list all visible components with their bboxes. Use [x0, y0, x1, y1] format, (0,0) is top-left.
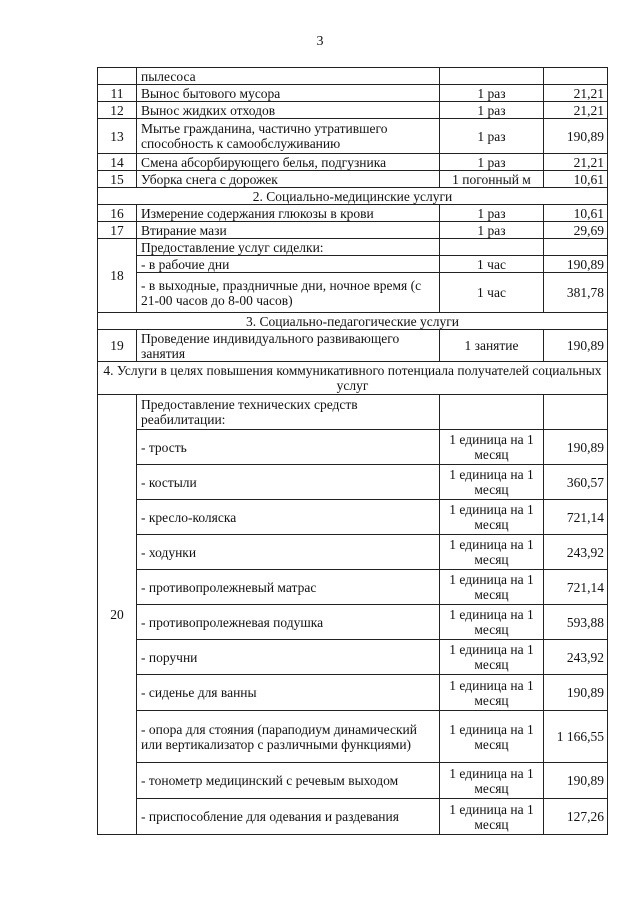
row-number: 17	[98, 222, 137, 239]
service-price: 21,21	[544, 85, 608, 102]
service-unit	[440, 68, 544, 85]
service-price: 721,14	[544, 500, 608, 535]
table-row	[98, 570, 608, 605]
service-price: 10,61	[544, 171, 608, 188]
service-price: 721,14	[544, 570, 608, 605]
service-name: - поручни	[137, 640, 440, 675]
table-row	[98, 799, 608, 835]
service-price: 127,26	[544, 799, 608, 835]
service-unit: 1 единица на 1 месяц	[440, 763, 544, 799]
service-unit: 1 единица на 1 месяц	[440, 570, 544, 605]
table-row	[98, 85, 608, 102]
service-name: - трость	[137, 430, 440, 465]
service-price: 10,61	[544, 205, 608, 222]
table-row	[98, 605, 608, 640]
service-name: Вынос бытового мусора	[137, 85, 440, 102]
service-unit: 1 раз	[440, 85, 544, 102]
service-name: - кресло-коляска	[137, 500, 440, 535]
row-number: 20	[98, 395, 137, 835]
table-row	[98, 102, 608, 119]
row-number: 14	[98, 154, 137, 171]
service-price	[544, 68, 608, 85]
section-header-row	[98, 188, 608, 205]
service-unit: 1 погонный м	[440, 171, 544, 188]
service-name: Мытье гражданина, частично утратившего способность к самообслуживанию	[137, 119, 440, 154]
page-number: 3	[316, 34, 324, 49]
service-name: Уборка снега с дорожек	[137, 171, 440, 188]
service-name: - в рабочие дни	[137, 256, 440, 273]
service-unit: 1 раз	[440, 222, 544, 239]
service-name: Вынос жидких отходов	[137, 102, 440, 119]
service-name: - опора для стояния (параподиум динамический или вертикализатор с различными функциями)	[137, 711, 440, 763]
service-unit: 1 занятие	[440, 330, 544, 362]
service-name: - тонометр медицинский с речевым выходом	[137, 763, 440, 799]
services-tariff-table	[97, 67, 608, 835]
table-row	[98, 239, 608, 256]
service-unit: 1 единица на 1 месяц	[440, 605, 544, 640]
service-unit: 1 единица на 1 месяц	[440, 535, 544, 570]
service-unit: 1 единица на 1 месяц	[440, 640, 544, 675]
service-price: 381,78	[544, 273, 608, 313]
section-title: 2. Социально-медицинские услуги	[98, 188, 608, 205]
service-name: Втирание мази	[137, 222, 440, 239]
service-unit: 1 единица на 1 месяц	[440, 465, 544, 500]
service-name: - ходунки	[137, 535, 440, 570]
section-header-row	[98, 362, 608, 395]
service-unit: 1 единица на 1 месяц	[440, 675, 544, 711]
service-price: 360,57	[544, 465, 608, 500]
row-number: 16	[98, 205, 137, 222]
table-row	[98, 640, 608, 675]
service-unit: 1 единица на 1 месяц	[440, 430, 544, 465]
row-number	[98, 68, 137, 85]
service-unit: 1 раз	[440, 154, 544, 171]
service-unit: 1 раз	[440, 102, 544, 119]
table-row	[98, 395, 608, 430]
service-unit: 1 раз	[440, 205, 544, 222]
service-name: Измерение содержания глюкозы в крови	[137, 205, 440, 222]
table-row	[98, 430, 608, 465]
service-price: 190,89	[544, 675, 608, 711]
row-number: 19	[98, 330, 137, 362]
service-price: 243,92	[544, 640, 608, 675]
table-row	[98, 68, 608, 85]
service-name: пылесоса	[137, 68, 440, 85]
service-price: 21,21	[544, 154, 608, 171]
service-price: 190,89	[544, 330, 608, 362]
service-group-header: Предоставление услуг сиделки:	[137, 239, 440, 256]
service-price: 29,69	[544, 222, 608, 239]
service-price: 21,21	[544, 102, 608, 119]
row-number: 13	[98, 119, 137, 154]
section-title: 3. Социально-педагогические услуги	[98, 313, 608, 330]
service-price: 1 166,55	[544, 711, 608, 763]
table-row	[98, 171, 608, 188]
service-unit: 1 единица на 1 месяц	[440, 799, 544, 835]
table-row	[98, 500, 608, 535]
service-name: - приспособление для одевания и раздевания	[137, 799, 440, 835]
service-price: 190,89	[544, 256, 608, 273]
service-name: Проведение индивидуального развивающего занятия	[137, 330, 440, 362]
service-unit: 1 раз	[440, 119, 544, 154]
service-unit: 1 час	[440, 273, 544, 313]
service-price: 190,89	[544, 430, 608, 465]
service-unit: 1 час	[440, 256, 544, 273]
table-row	[98, 273, 608, 313]
service-price: 190,89	[544, 763, 608, 799]
table-row	[98, 330, 608, 362]
service-group-header: Предоставление технических средств реабилитации:	[137, 395, 440, 430]
row-number: 11	[98, 85, 137, 102]
service-price: 190,89	[544, 119, 608, 154]
service-unit: 1 единица на 1 месяц	[440, 711, 544, 763]
table-row	[98, 222, 608, 239]
table-row	[98, 154, 608, 171]
table-row	[98, 711, 608, 763]
service-unit: 1 единица на 1 месяц	[440, 500, 544, 535]
table-row	[98, 256, 608, 273]
row-number: 15	[98, 171, 137, 188]
service-name: - противопролежневая подушка	[137, 605, 440, 640]
service-price: 593,88	[544, 605, 608, 640]
table-row	[98, 119, 608, 154]
table-row	[98, 535, 608, 570]
table-row	[98, 675, 608, 711]
row-number: 12	[98, 102, 137, 119]
row-number: 18	[98, 239, 137, 313]
service-name: - в выходные, праздничные дни, ночное время (с 21-00 часов до 8-00 часов)	[137, 273, 440, 313]
service-name: - сиденье для ванны	[137, 675, 440, 711]
section-header-row	[98, 313, 608, 330]
service-price: 243,92	[544, 535, 608, 570]
table-row	[98, 763, 608, 799]
service-name: Смена абсорбирующего белья, подгузника	[137, 154, 440, 171]
service-name: - противопролежневый матрас	[137, 570, 440, 605]
table-row	[98, 205, 608, 222]
service-name: - костыли	[137, 465, 440, 500]
section-title: 4. Услуги в целях повышения коммуникативного потенциала получателей социальных услуг	[98, 362, 608, 395]
table-row	[98, 465, 608, 500]
